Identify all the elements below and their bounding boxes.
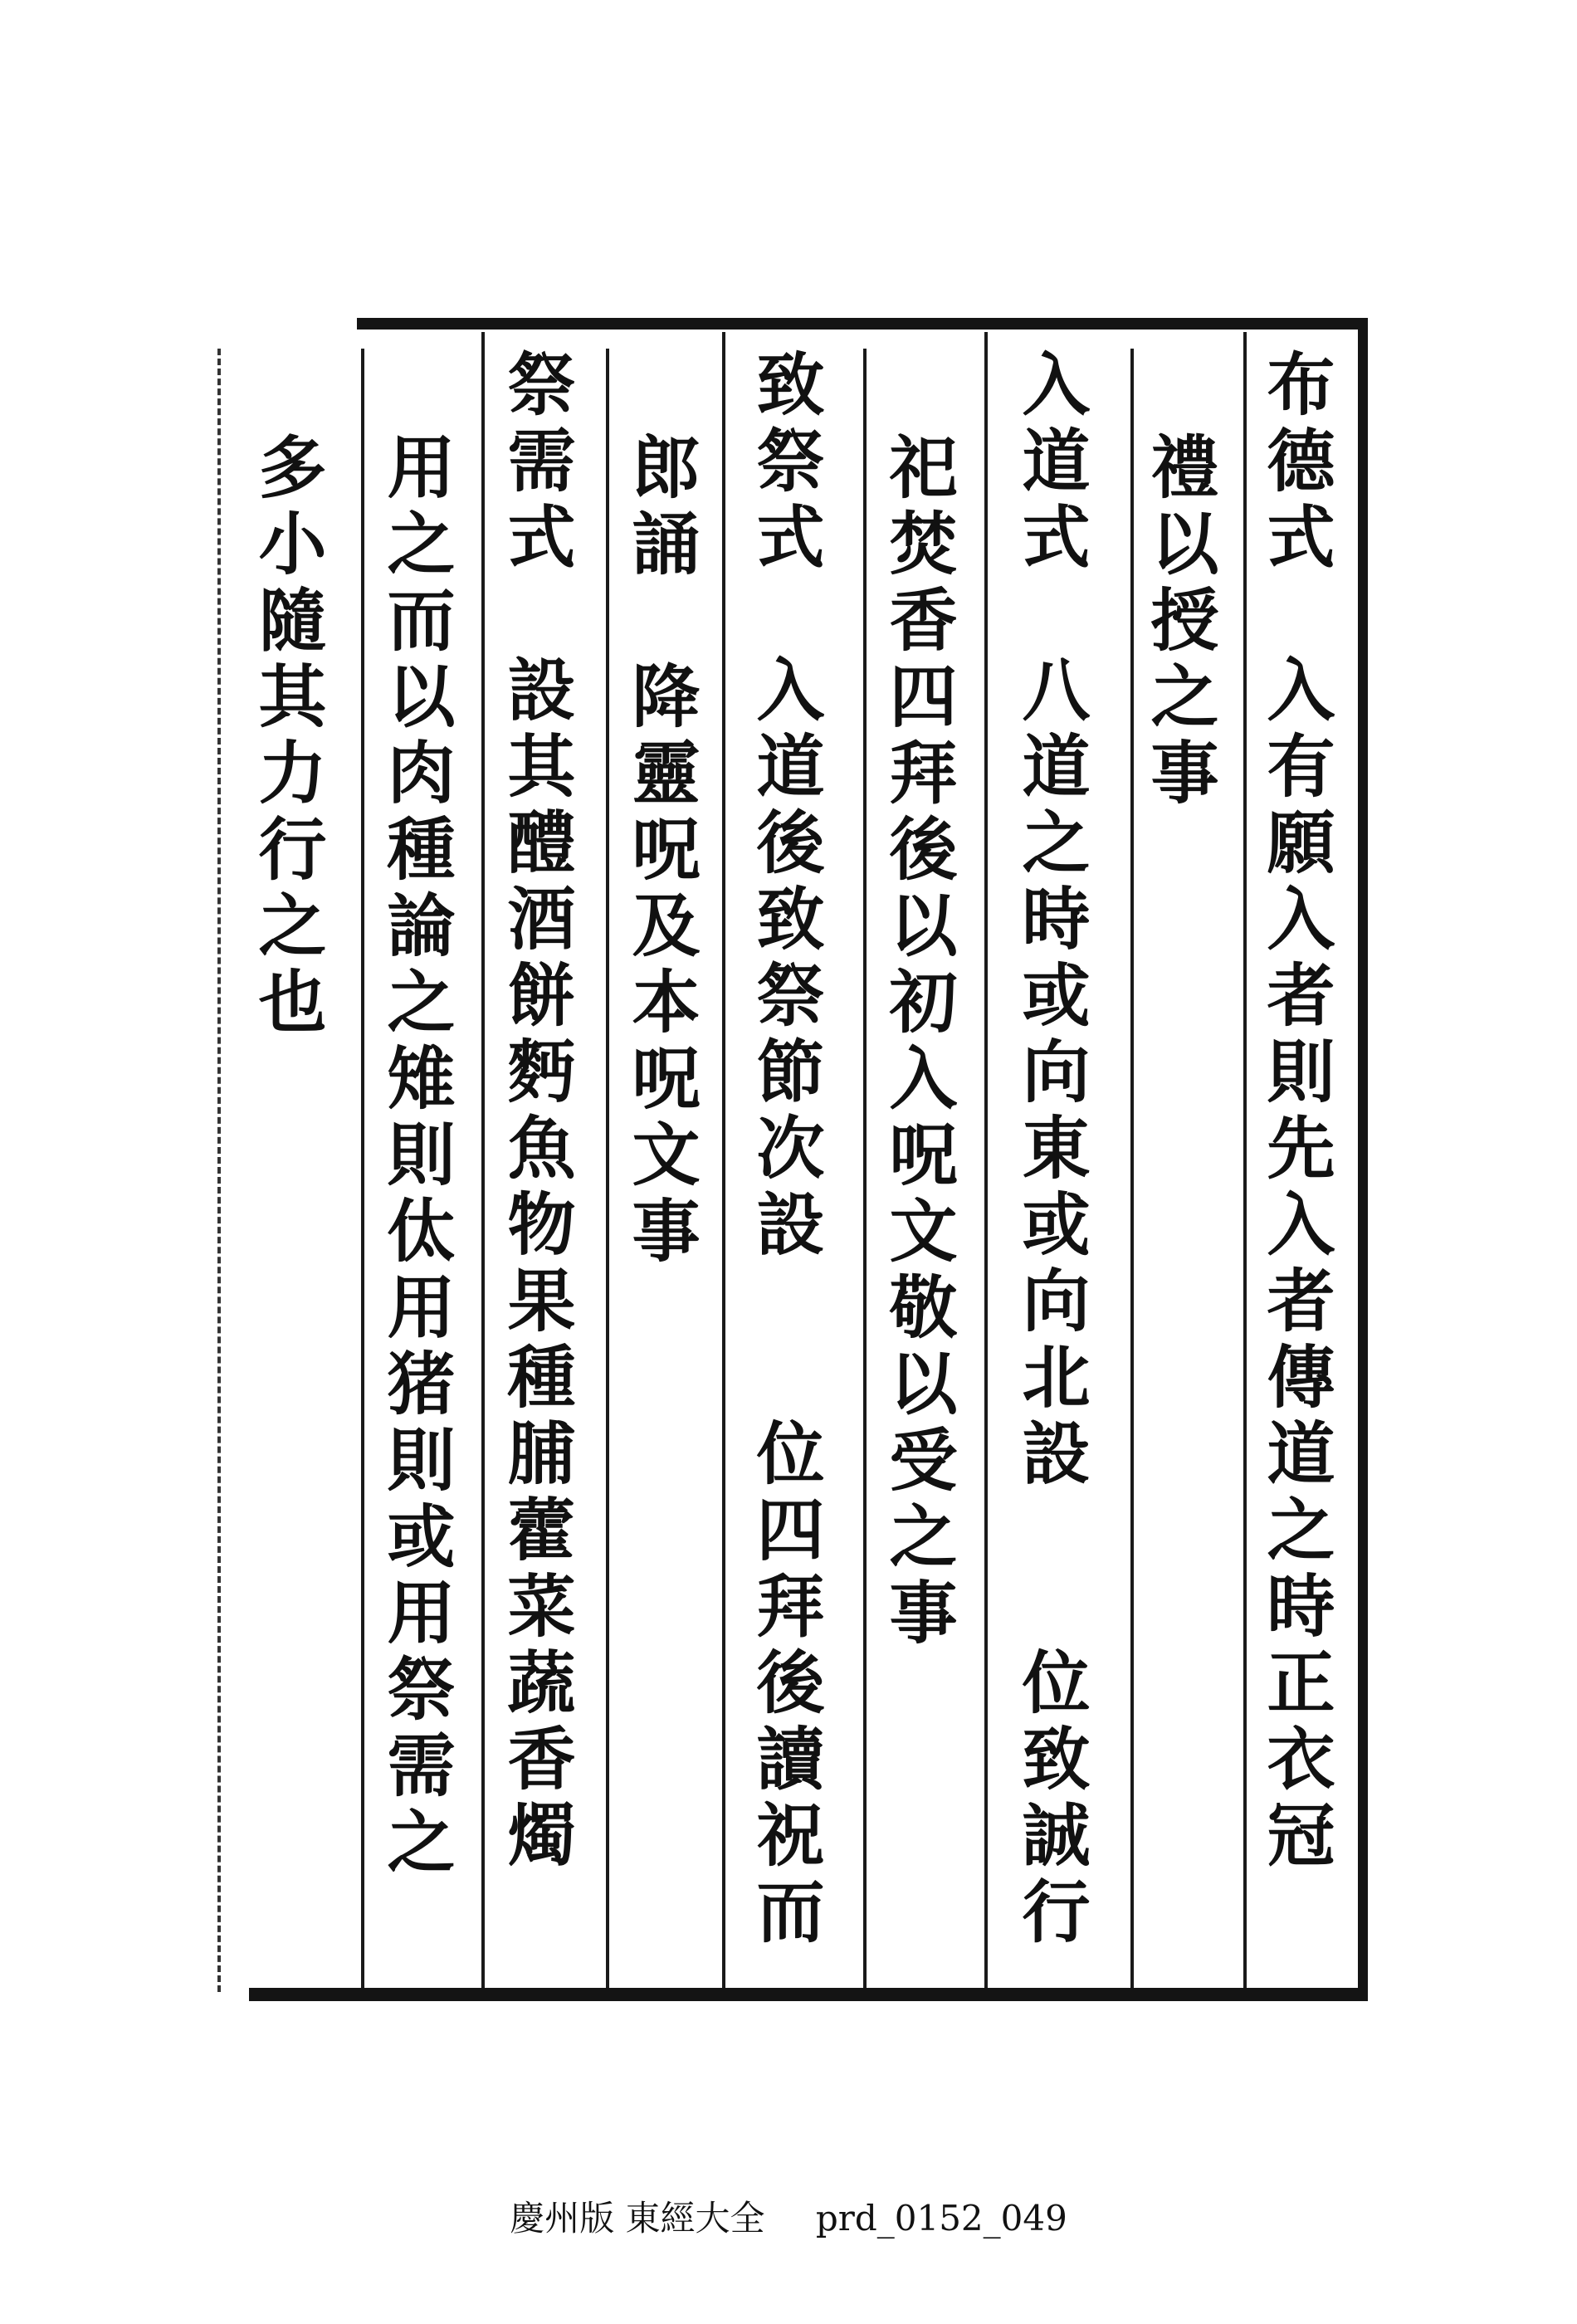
text-column-8: 用之而以肉種論之雉則㑀用猪則或用祭需之: [376, 432, 456, 1882]
frame-left-border: [217, 349, 221, 1992]
column-divider: [863, 349, 867, 1988]
column-divider: [361, 349, 364, 1988]
text-column-5: 致祭式 入道後致祭節次設 位四拜後讀祝而: [745, 349, 825, 1952]
page-caption: [0, 2191, 1577, 2241]
text-column-1: 布德式 入有願入者則先入者傳道之時正衣冠: [1256, 349, 1335, 1876]
column-divider: [984, 332, 988, 1988]
frame-right-border: [1358, 318, 1368, 2001]
text-column-3: 入道式 八道之時或向東或向北設 位致誠行: [1011, 349, 1091, 1952]
frame-bottom-border: [249, 1988, 1368, 2001]
book-title: 慶州版 東經大全: [510, 2198, 765, 2239]
frame-top-border: [357, 318, 1368, 330]
column-divider: [606, 349, 609, 1988]
text-column-4: 祀焚香四拜後以初入呪文敬以受之事: [878, 432, 958, 1653]
column-divider: [1130, 349, 1134, 1988]
text-column-6: 郎誦 降靈呪及本呪文事: [621, 432, 701, 1272]
page-code: prd_0152_049: [815, 2198, 1067, 2239]
text-column-9: 多小隨其力行之也: [247, 432, 327, 1042]
column-divider: [481, 332, 485, 1988]
column-divider: [1243, 332, 1247, 1988]
text-column-7: 祭需式 設其醴酒餅麪魚物果種脯藿菜蔬香燭: [496, 349, 576, 1876]
text-column-2: 禮以授之事: [1140, 432, 1219, 813]
column-divider: [722, 332, 725, 1988]
